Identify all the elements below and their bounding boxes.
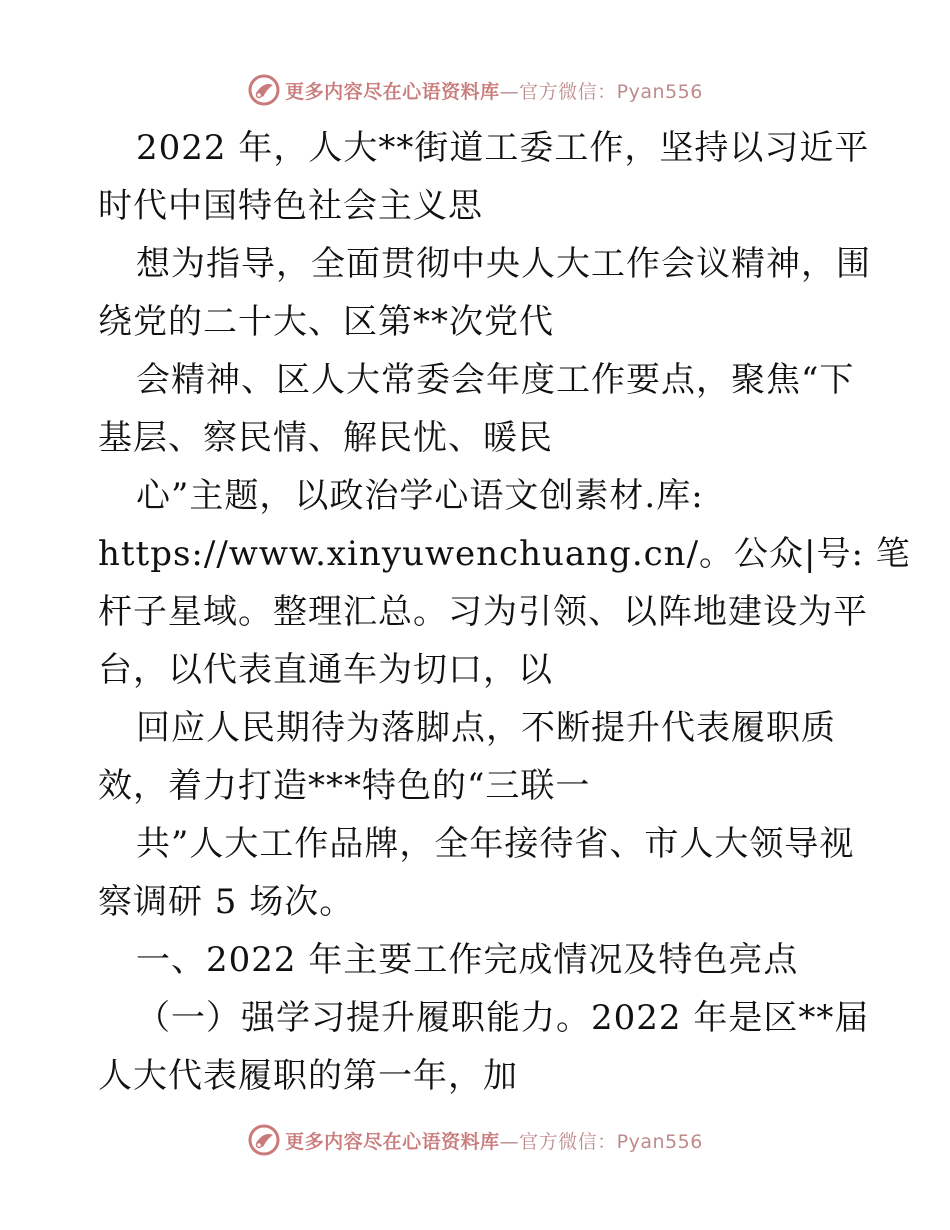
text-line: 共”人大工作品牌，全年接待省、市人大领导视 (136, 824, 855, 864)
text-line: 回应人民期待为落脚点，不断提升代表履职质 (136, 708, 836, 748)
text-line: 想为指导，全面贯彻中央人大工作会议精神，围 (136, 244, 871, 284)
watermark-text (285, 77, 703, 104)
xinyu-logo-icon (247, 73, 281, 107)
xinyu-logo-icon (247, 1123, 281, 1157)
text-line: 台，以代表直通车为切口，以 (98, 650, 553, 690)
watermark-account: 官方微信：Pyan556 (519, 80, 703, 103)
text-line: 时代中国特色社会主义思 (98, 186, 483, 226)
watermark-brand: 更多内容尽在心语资料库 (285, 80, 500, 103)
text-line: 效，着力打造***特色的“三联一 (98, 766, 591, 806)
text-line: 会精神、区人大常委会年度工作要点，聚焦“下 (136, 360, 855, 400)
watermark-dash: — (499, 1130, 520, 1153)
text-line: 基层、察民情、解民忧、暖民 (98, 418, 553, 458)
text-line: 2022 年，人大**街道工委工作，坚持以习近平 (136, 128, 870, 168)
footer-watermark (0, 1120, 950, 1160)
text-line: 杆子星域。整理汇总。习为引领、以阵地建设为平 (98, 592, 868, 632)
text-line-link: https://www.xinyuwenchuang.cn/。公众|号: 笔 (98, 534, 911, 574)
text-line: 心”主题，以政治学心语文创素材.库: (136, 476, 704, 516)
watermark-brand: 更多内容尽在心语资料库 (285, 1130, 500, 1153)
section-heading: 一、2022 年主要工作完成情况及特色亮点 (136, 940, 799, 980)
text-line: 绕党的二十大、区第**次党代 (98, 302, 554, 342)
text-line: 察调研 5 场次。 (98, 882, 355, 922)
header-watermark (0, 70, 950, 110)
subsection-heading: （一）强学习提升履职能力。2022 年是区**届 (136, 998, 870, 1038)
text-line: 人大代表履职的第一年，加 (98, 1056, 518, 1096)
watermark-text (285, 1127, 703, 1154)
watermark-dash: — (499, 80, 520, 103)
watermark-account: 官方微信：Pyan556 (519, 1130, 703, 1153)
